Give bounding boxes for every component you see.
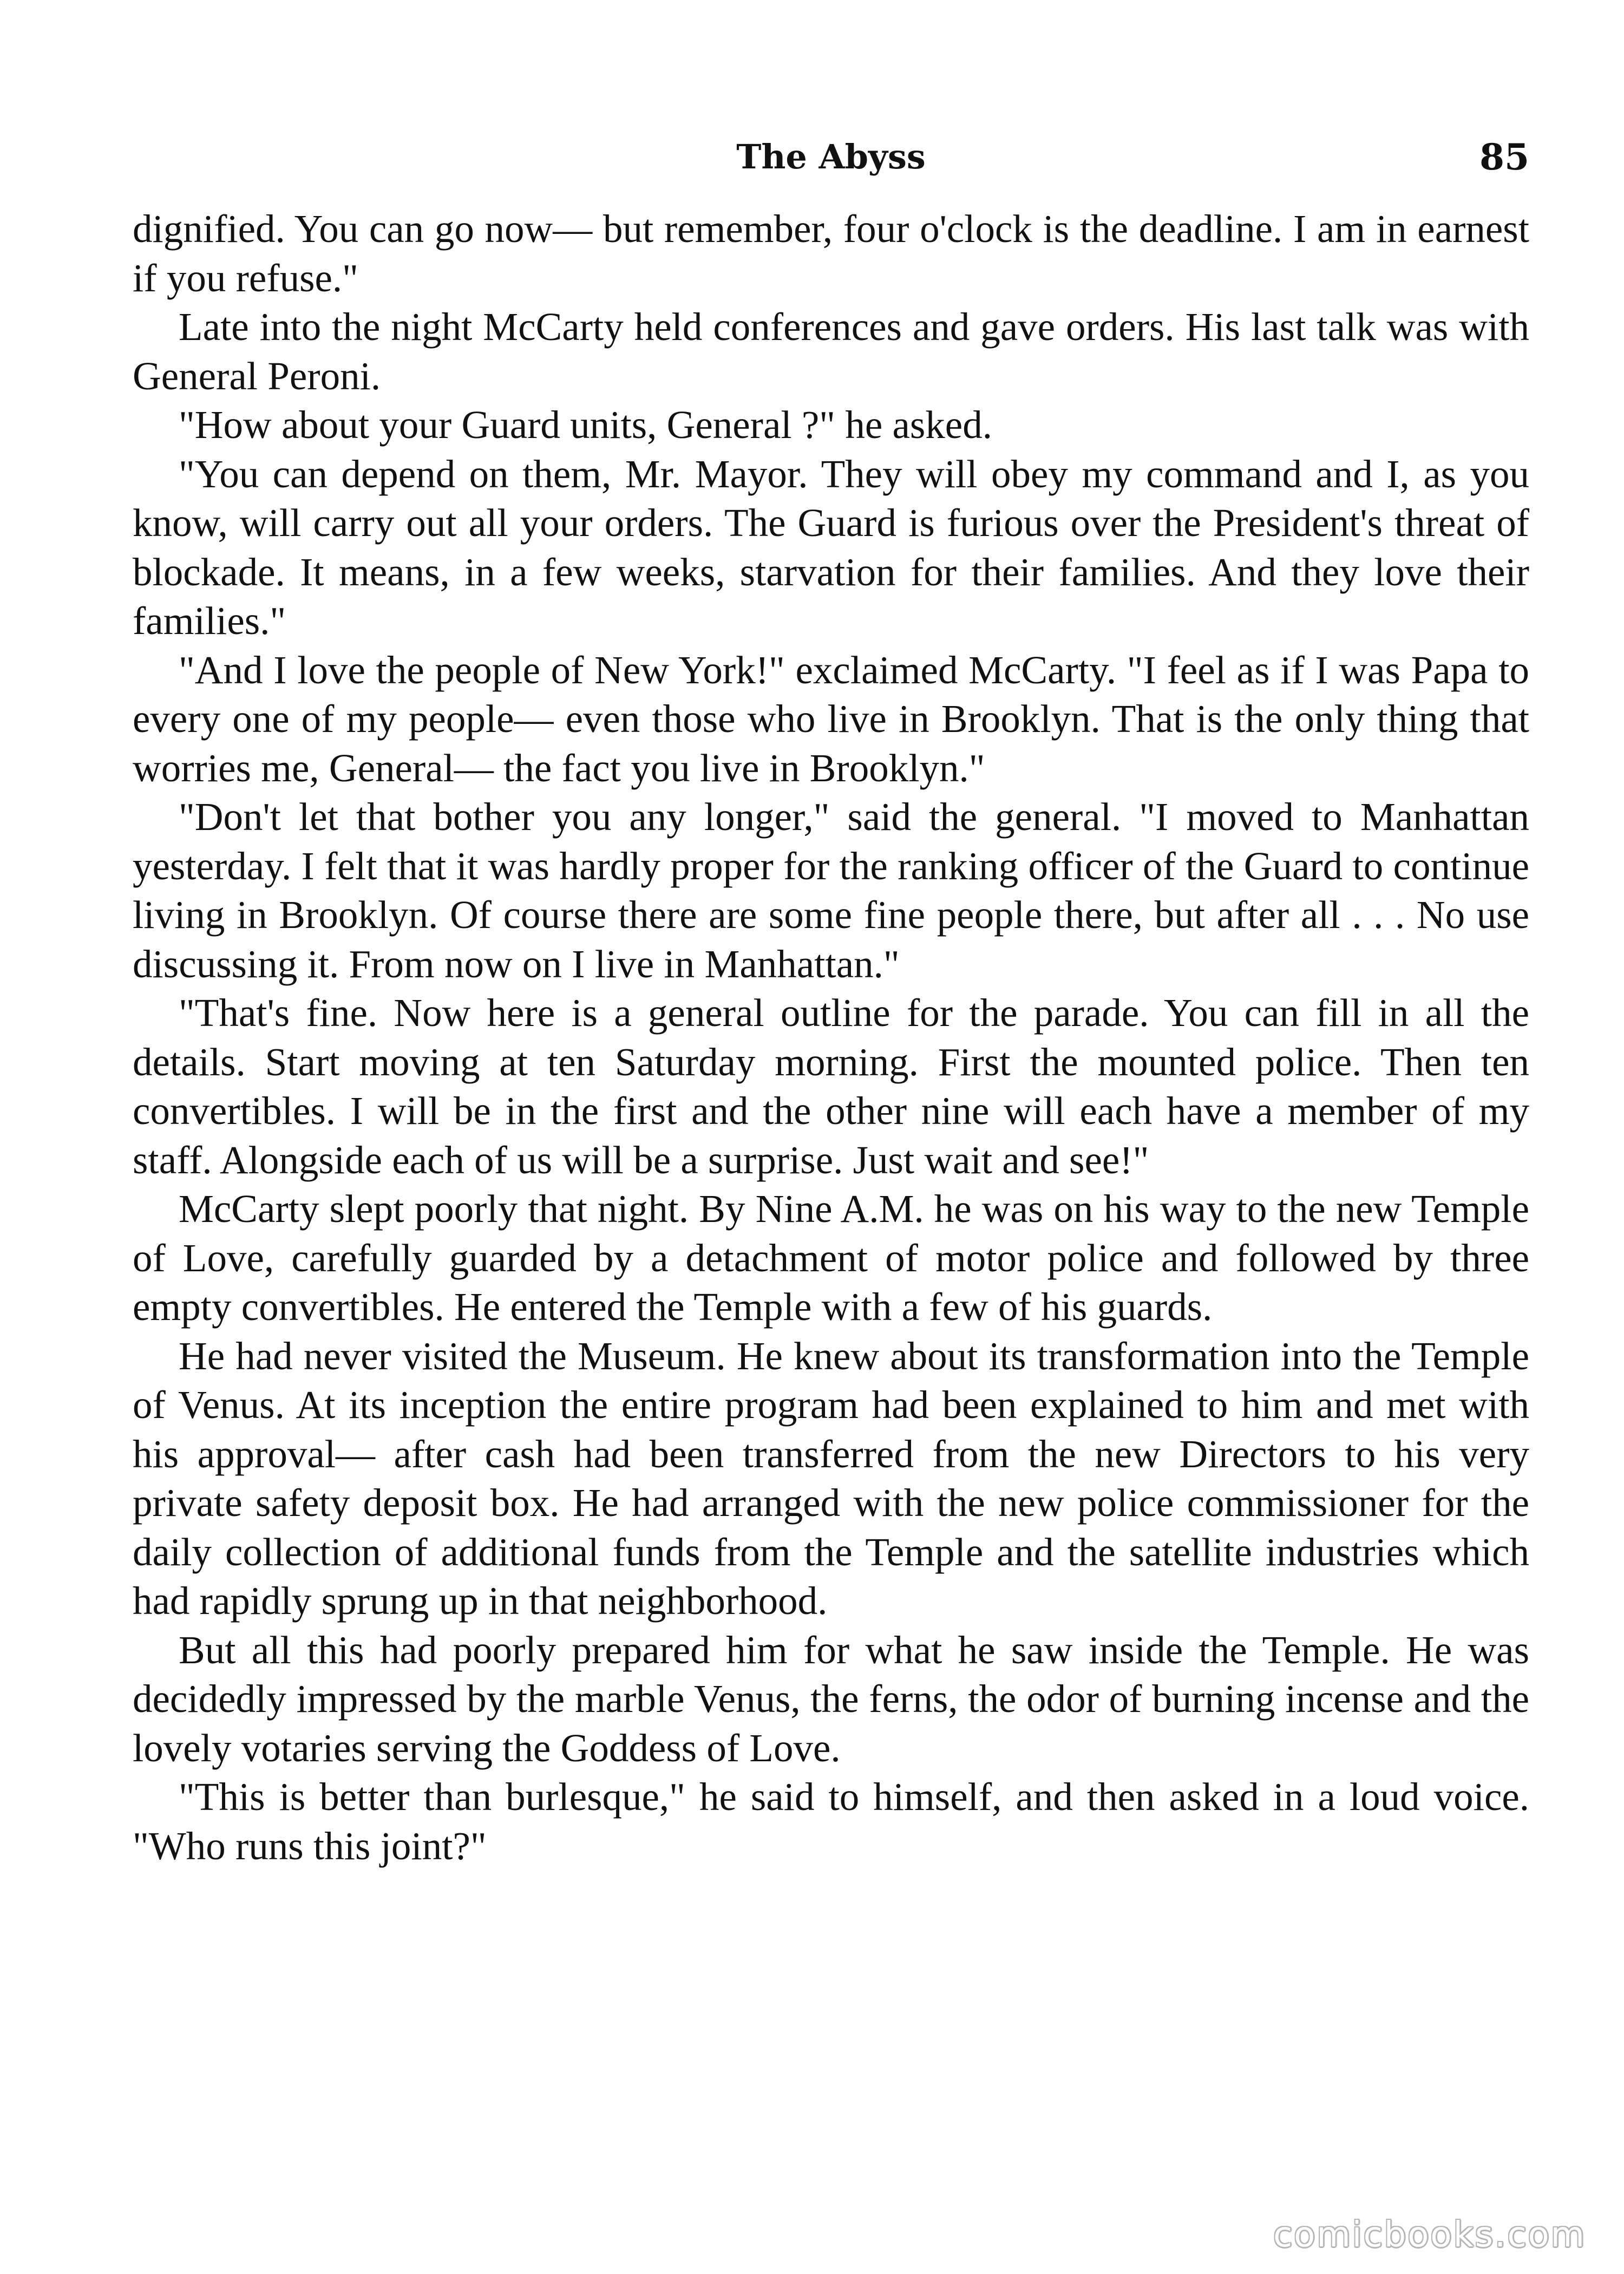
paragraph-2: Late into the night McCarty held conferences and gave orders. His last talk was with General Peroni. <box>133 305 1529 398</box>
running-header <box>133 127 1529 187</box>
paragraph-1: dignified. You can go now— but remember, four o'clock is the deadline. I am in earnest if you refuse." <box>133 207 1529 300</box>
page-number: 85 <box>1479 136 1529 178</box>
paragraph-3: "How about your Guard units, General ?" he asked. <box>179 403 992 447</box>
paragraph-9: He had never visited the Museum. He knew about its transformation into the Temple of Venus. At its inception the entire program had been explained to him and met with his approval— after cash had been transferred from the new Directors to his very private safety deposit box. He had arranged with the new police commissioner for the daily collection of additional funds from the Temple and the satellite industries which had rapidly sprung up in that neighborhood. <box>133 1334 1529 1623</box>
paragraph-5: "And I love the people of New York!" exclaimed McCarty. "I feel as if I was Papa to every one of my people— even those who live in Brooklyn. That is the only thing that worries me, General— the fact you live in Brooklyn." <box>133 648 1529 790</box>
paragraph-6: "Don't let that bother you any longer," said the general. "I moved to Manhattan yesterday. I felt that it was hardly proper for the ranking officer of the Guard to continue living in Brooklyn. Of course there are some fine people there, but after all . . . No use discussing it. From now on I live in Manhattan." <box>133 795 1529 986</box>
paragraph-10: But all this had poorly prepared him for what he saw inside the Temple. He was decidedly impressed by the marble Venus, the ferns, the odor of burning incense and the lovely votaries serving the Goddess of Love. <box>133 1628 1529 1770</box>
paragraph-7: "That's fine. Now here is a general outline for the parade. You can fill in all the details. Start moving at ten Saturday morning. First the mounted police. Then ten convertibles. I will be in the first and the other nine will each have a member of my staff. Alongside each of us will be a surprise. Just wait and see!" <box>133 991 1529 1182</box>
paragraph-8: McCarty slept poorly that night. By Nine A.M. he was on his way to the new Temple of Love, carefully guarded by a detachment of motor police and followed by three empty convertibles. He entered the Temple with a few of his guards. <box>133 1187 1529 1329</box>
watermark: comicbooks.com <box>1273 2215 1586 2255</box>
body-text <box>133 205 1529 1871</box>
running-title: The Abyss <box>736 137 926 177</box>
paragraph-11: "This is better than burlesque," he said to himself, and then asked in a loud voice. "Who runs this joint?" <box>133 1775 1529 1868</box>
paragraph-4: "You can depend on them, Mr. Mayor. They will obey my command and I, as you know, will carry out all your orders. The Guard is furious over the President's threat of blockade. It means, in a few weeks, starvation for their families. And they love their families." <box>133 452 1529 643</box>
